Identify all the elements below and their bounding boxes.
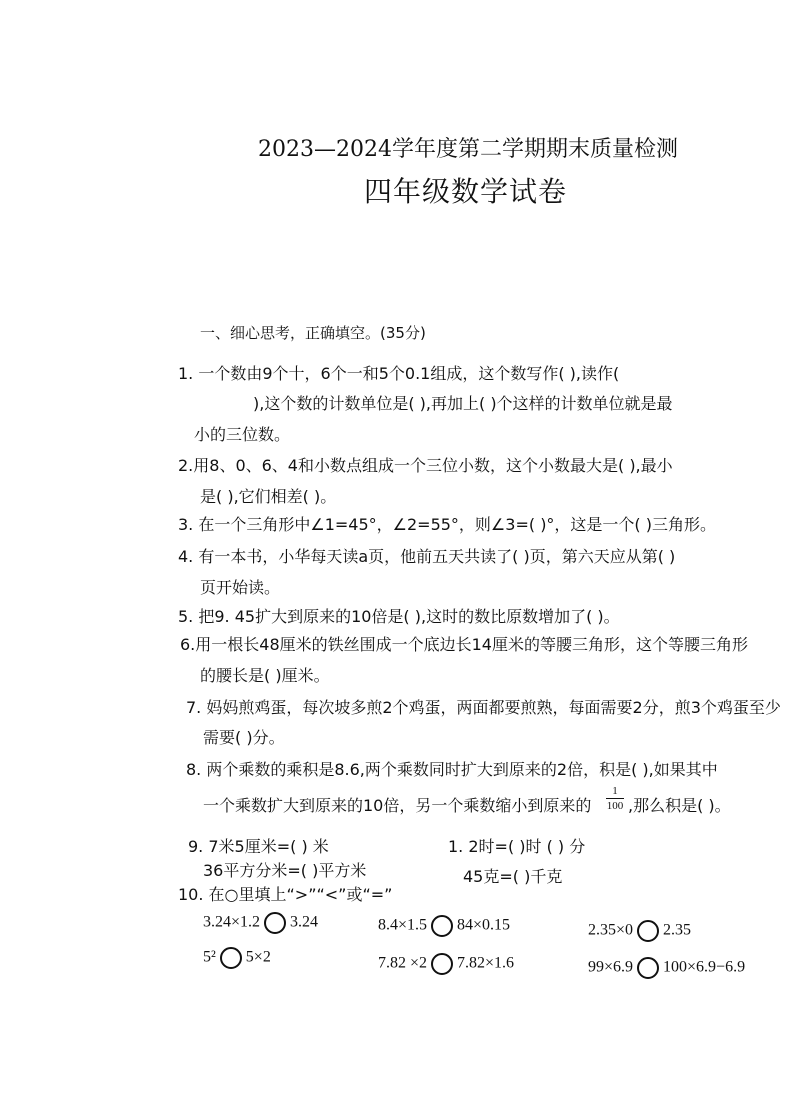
question-1-line1: 1. 一个数由9个十，6个一和5个0.1组成，这个数写作( ),读作( [178,364,620,383]
question-9-b: 1. 2时=( )时 ( ) 分 [448,837,586,856]
question-8-line2b: ,那么积是( )。 [628,796,731,815]
question-8-line1: 8. 两个乘数的乘积是8.6,两个乘数同时扩大到原来的2倍，积是( ),如果其中 [186,760,718,779]
fraction-numerator: 1 [612,785,618,797]
answer-circle[interactable] [431,953,453,975]
compare-left: 5² [203,948,216,966]
compare-left: 7.82 ×2 [378,954,428,972]
compare-left: 2.35×0 [588,921,634,939]
answer-circle[interactable] [220,947,242,969]
compare-item-4 [203,947,271,969]
compare-right: 100×6.9−6.9 [663,958,746,976]
answer-circle[interactable] [431,915,453,937]
question-9-a: 9. 7米5厘米=( ) 米 [188,837,329,856]
fraction-denominator: 100 [606,800,624,812]
question-4-line1: 4. 有一本书，小华每天读a页，他前五天共读了( )页，第六天应从第( ) [178,547,676,566]
question-6-line1: 6.用一根长48厘米的铁丝围成一个底边长14厘米的等腰三角形，这个等腰三角形 [180,635,748,654]
answer-circle[interactable] [637,920,659,942]
compare-item-6 [588,957,745,979]
question-5-line1: 5. 把9. 45扩大到原来的10倍是( ),这时的数比原数增加了( )。 [178,607,620,626]
compare-left: 8.4×1.5 [378,916,428,934]
question-2-line2: 是( ),它们相差( )。 [200,487,337,506]
question-2-line1: 2.用8、0、6、4和小数点组成一个三位小数，这个小数最大是( ),最小 [178,456,673,475]
fraction-bar [606,798,624,799]
compare-right: 3.24 [290,913,319,931]
compare-right: 2.35 [663,921,692,939]
question-7-line1: 7. 妈妈煎鸡蛋，每次坡多煎2个鸡蛋，两面都要煎熟，每面需要2分，煎3个鸡蛋至少 [186,698,781,717]
question-6-line2: 的腰长是( )厘米。 [200,666,330,685]
section-heading: 一、细心思考，正确填空。(35分) [200,324,426,342]
question-3-line1: 3. 在一个三角形中∠1=45°，∠2=55°，则∠3=( )°，这是一个( )三角形。 [178,515,717,534]
question-1-line3: 小的三位数。 [194,425,291,444]
compare-item-5 [378,953,514,975]
compare-left: 99×6.9 [588,958,634,976]
compare-item-3 [588,920,691,942]
compare-right: 84×0.15 [457,916,511,934]
compare-item-1 [203,912,318,934]
question-4-line2: 页开始读。 [200,578,281,597]
fraction-one-hundredth [606,785,624,812]
answer-circle[interactable] [637,957,659,979]
compare-left: 3.24×1.2 [203,913,261,931]
compare-right: 7.82×1.6 [457,954,515,972]
compare-right: 5×2 [245,948,271,966]
question-9-d: 45克=( )千克 [463,867,563,886]
question-10-instruction: 10. 在○里填上“>”“<”或“=” [178,885,393,904]
answer-circle[interactable] [264,912,286,934]
question-1-line2: ),这个数的计数单位是( ),再加上( )个这样的计数单位就是最 [253,394,673,413]
exam-subtitle: 四年级数学试卷 [364,175,568,208]
question-8-line2a: 一个乘数扩大到原来的10倍，另一个乘数缩小到原来的 [203,796,592,815]
exam-header-title: 2023—2024学年度第二学期期末质量检测 [258,137,678,162]
question-9-c: 36平方分米=( )平方米 [203,861,367,880]
compare-item-2 [378,915,510,937]
question-7-line2: 需要( )分。 [203,728,285,747]
